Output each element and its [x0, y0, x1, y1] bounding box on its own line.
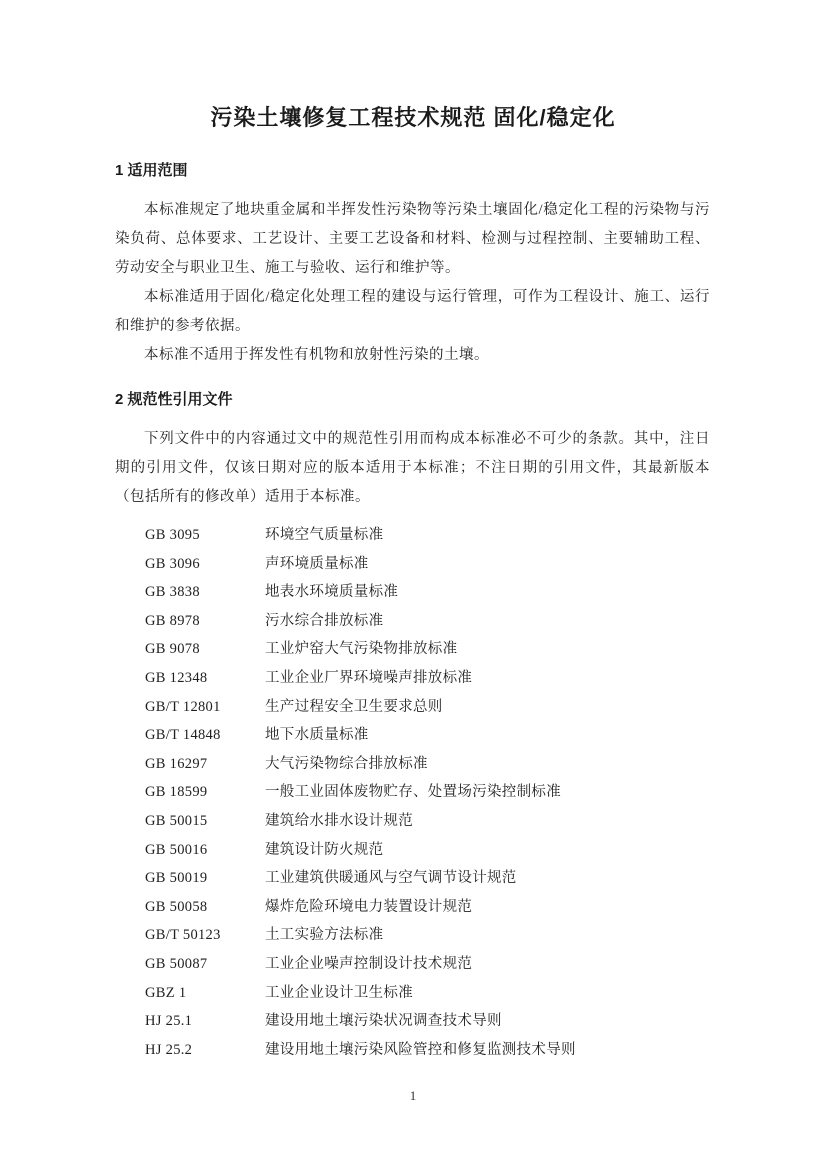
- reference-code: GB 8978: [145, 612, 200, 629]
- reference-code: GBZ 1: [145, 984, 187, 1001]
- reference-row: [115, 836, 710, 865]
- reference-code: GB 50019: [145, 870, 208, 887]
- section-2-paragraph-1: 下列文件中的内容通过文中的规范性引用而构成本标准必不可少的条款。其中，注日期的引用文件，仅该日期对应的版本适用于本标准；不注日期的引用文件，其最新版本（包括所有的修改单）适用于本标准。: [115, 431, 710, 505]
- reference-row: [115, 864, 710, 893]
- reference-row: [115, 721, 710, 750]
- document-title: 污染土壤修复工程技术规范 固化/稳定化: [210, 105, 616, 130]
- reference-title: 建设用地土壤污染状况调查技术导则: [265, 1013, 502, 1030]
- reference-title: 地表水环境质量标准: [265, 584, 399, 601]
- reference-title: 工业企业厂界环境噪声排放标准: [265, 669, 473, 686]
- reference-title: 一般工业固体废物贮存、处置场污染控制标准: [265, 784, 561, 801]
- reference-code: GB 18599: [145, 784, 208, 801]
- reference-code: HJ 25.2: [145, 1041, 193, 1058]
- reference-row: [115, 578, 710, 607]
- reference-code: GB/T 50123: [145, 927, 221, 944]
- reference-code: GB 3096: [145, 555, 200, 572]
- reference-title: 爆炸危险环境电力装置设计规范: [265, 898, 473, 915]
- reference-row: [115, 750, 710, 779]
- reference-row: [115, 979, 710, 1008]
- reference-code: HJ 25.1: [145, 1013, 193, 1030]
- reference-title: 工业炉窑大气污染物排放标准: [265, 641, 458, 658]
- reference-code: GB 3838: [145, 584, 200, 601]
- reference-row: [115, 664, 710, 693]
- section-1-heading: 1 适用范围: [115, 162, 188, 179]
- reference-title: 工业企业设计卫生标准: [265, 984, 413, 1001]
- reference-title: 建筑设计防火规范: [265, 841, 384, 858]
- reference-code: GB 50016: [145, 841, 208, 858]
- page-number: 1: [409, 1088, 417, 1103]
- reference-row: [115, 607, 710, 636]
- reference-code: GB 16297: [145, 755, 208, 772]
- reference-row: [115, 807, 710, 836]
- reference-code: GB 50087: [145, 955, 208, 972]
- reference-code: GB 9078: [145, 641, 200, 658]
- references-list: [115, 521, 710, 1064]
- reference-title: 声环境质量标准: [265, 555, 369, 572]
- reference-row: [115, 693, 710, 722]
- reference-title: 环境空气质量标准: [265, 527, 384, 543]
- reference-code: GB 50015: [145, 812, 208, 829]
- reference-row: [115, 778, 710, 807]
- reference-code: GB/T 12801: [145, 698, 221, 715]
- reference-title: 地下水质量标准: [265, 727, 369, 744]
- reference-title: 土工实验方法标准: [265, 927, 384, 944]
- reference-title: 污水综合排放标准: [265, 612, 384, 629]
- reference-row: [115, 550, 710, 579]
- reference-title: 建筑给水排水设计规范: [265, 812, 413, 829]
- reference-code: GB 3095: [145, 527, 200, 543]
- document-body: [0, 160, 826, 1064]
- reference-code: GB/T 14848: [145, 727, 221, 744]
- reference-row: [115, 521, 710, 550]
- reference-title: 建设用地土壤污染风险管控和修复监测技术导则: [265, 1041, 576, 1058]
- reference-row: [115, 635, 710, 664]
- reference-code: GB 12348: [145, 669, 208, 686]
- section-2-heading: 2 规范性引用文件: [115, 391, 233, 408]
- reference-row: [115, 1007, 710, 1036]
- reference-row: [115, 921, 710, 950]
- reference-row: [115, 1036, 710, 1065]
- reference-title: 工业建筑供暖通风与空气调节设计规范: [265, 870, 517, 887]
- reference-title: 大气污染物综合排放标准: [265, 755, 428, 772]
- reference-code: GB 50058: [145, 898, 208, 915]
- reference-title: 生产过程安全卫生要求总则: [265, 698, 443, 715]
- reference-title: 工业企业噪声控制设计技术规范: [265, 955, 473, 972]
- section-1-paragraph-3: 本标准不适用于挥发性有机物和放射性污染的土壤。: [144, 347, 489, 363]
- reference-row: [115, 950, 710, 979]
- section-1-paragraph-1: 本标准规定了地块重金属和半挥发性污染物等污染土壤固化/稳定化工程的污染物与污染负荷、总体要求、工艺设计、主要工艺设备和材料、检测与过程控制、主要辅助工程、劳动安全与职业卫生、施工与验收、运行和维护等。: [115, 202, 710, 276]
- section-1-paragraph-2: 本标准适用于固化/稳定化处理工程的建设与运行管理，可作为工程设计、施工、运行和维护的参考依据。: [115, 289, 710, 334]
- reference-row: [115, 893, 710, 922]
